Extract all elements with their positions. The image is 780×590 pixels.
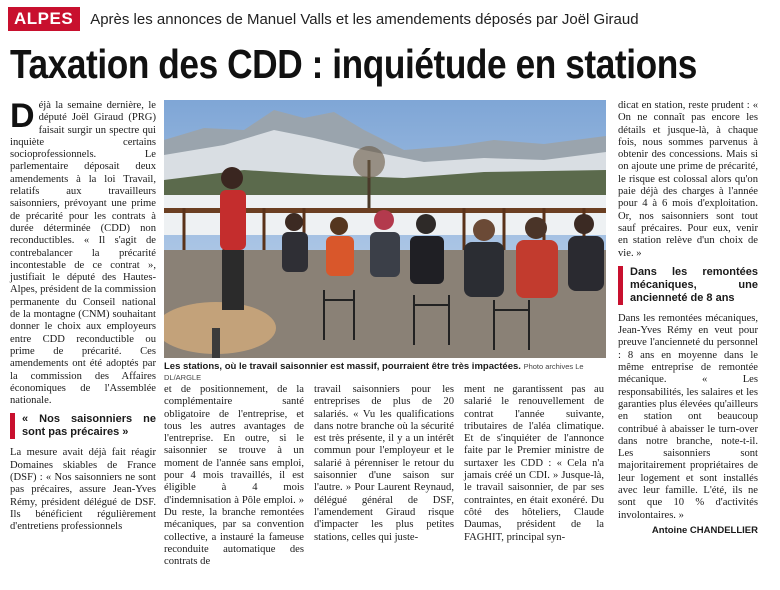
column-4	[464, 384, 604, 544]
column-1	[10, 97, 156, 534]
column-3	[314, 384, 454, 544]
photo-credit: Photo archives Le DL/ARGLE	[164, 362, 584, 382]
col3-text: travail saisonniers pour les entreprises de plus de 20 salariés. « Vu les qualifications dans notre branche où la sécurité est très présente, il y a un intérêt commun pour l'employeur et le salarié à pérenniser le retour du saisonnier d'une saison sur l'autre. » Pour Laurent Reynaud, délégué général de DSF, l'amendement Giraud risque d'impacter les plus petites stations, celles qui juste-	[314, 384, 454, 543]
author-signature: Antoine CHANDELLIER	[651, 524, 758, 536]
dropcap: D	[10, 97, 35, 135]
photo-caption	[164, 361, 606, 383]
lead-text: éjà la semaine dernière, le député Joël Giraud (PRG) faisait surgir un spectre qui inquiète certains socioprofessionnels. Le parlementaire déposait deux amendements à la loi Travail, relatifs aux travailleurs saisonniers, prévoyant une prime de précarité pour les contrats à durée déterminée (CDD) non reconductibles. « Il s'agit de contrebalancer la précarité incontestable de ce contrat », justifiait le député des Hautes-Alpes, président de la commission permanente du Conseil national de la montagne (CNM) souhaitant donner le choix aux employeurs entre CDD reconductible ou prime de précarité. Ces amendements ont été adoptés par la commission des Affaires économiques de l'Assemblée nationale.	[10, 100, 156, 407]
column-5	[618, 100, 758, 537]
subhead-saisonniers: « Nos saisonniers ne sont pas précaires »	[10, 413, 156, 439]
col2-text: et de positionnement, de la complémentaire santé obligatoire de l'entreprise, et tous les autres avantages de l'entreprise. En outre, si le saisonnier se trouve à un moment de l'année sans emploi, pour 4 mois travaillés, il est éligible à 4 mois d'indemnisation à Pôle emploi. » Du reste, la branche remontées mécaniques, par sa convention collective, a instauré la fameuse reconduite automatique des contrats de	[164, 384, 304, 568]
caption-text: Les stations, où le travail saisonnier est massif, pourraient être très impactées.	[164, 361, 521, 372]
kicker-text: Après les annonces de Manuel Valls et les amendements déposés par Joël Giraud	[90, 10, 639, 28]
col4-text: ment ne garantissent pas au salarié le renouvellement de contrat l'année suivante, tributaires de l'aléa climatique. Et de s'inquiéter de l'annonce faite par le Premier ministre de surtaxer les CDD : « Cela n'a jamais créé un CDI. » Jusque-là, le travail saisonnier, de par ses contraintes, en était exonéré. Du côté des hôteliers, Claude Daumas, président de la FAGHIT, principal syn-	[464, 384, 604, 543]
headline: Taxation des CDD : inquiétude en stations	[10, 41, 697, 87]
col1-tail: La mesure avait déjà fait réagir Domaines skiables de France (DSF) : « Nos saisonniers ne sont pas précaires, assure Jean-Yves Rémy, président délégué de DSF. Ils bénéficient régulièrement d'entretiens professionnels	[10, 447, 156, 533]
terrace-photo-image	[164, 100, 606, 358]
kicker	[8, 6, 639, 32]
col5-bottom-text: Dans les remontées mécaniques, Jean-Yves Rémy en veut pour preuve l'ancienneté du personnel : 8 ans en moyenne dans le même entreprise de remontée mécanique. « Les responsabilités, les salaires et les garanties plus élevées qu'ailleurs en station ont beaucoup contribué à abaisser le turn-over dans notre branche, note-t-il. Les saisonniers sont majoritairement propriétaires de leur logement et sont installés avec leur famille. L'été, ils ne sont que 10 % d'activités involontaires. »	[618, 312, 758, 521]
section-tag: ALPES	[8, 7, 80, 31]
col5-top-text: dicat en station, reste prudent : « On ne connaît pas encore les détails et jusque-là, à chaque fois, nous sommes parvenus à obtenir des concessions. Mais si on ajoute une prime de précarité, le risque est colossal alors qu'on paie déjà des charges à l'année pour 4 à 6 mois d'exploitation. Or, nos saisonniers sont tout sauf précaires. Pour eux, venir en station relève d'un choix de vie. »	[618, 100, 758, 259]
subhead-remontees: Dans les remontées mécaniques, une ancienneté de 8 ans	[618, 266, 758, 305]
article-photo	[164, 100, 606, 358]
column-2	[164, 384, 304, 568]
lead-paragraph	[10, 97, 156, 407]
